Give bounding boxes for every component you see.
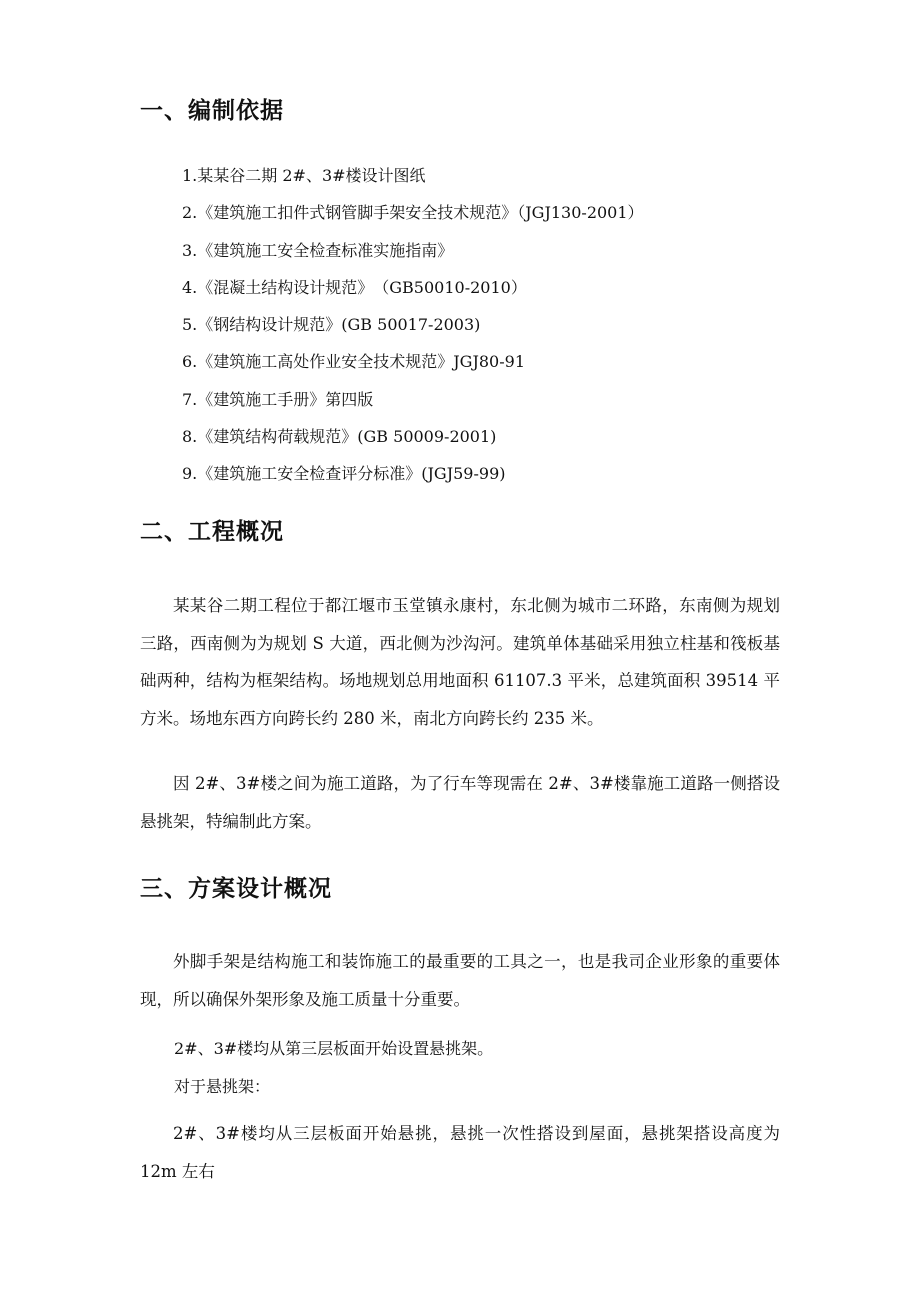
paragraph-cantilever-height: 2#、3#楼均从三层板面开始悬挑，悬挑一次性搭设到屋面，悬挑架搭设高度为 12m 左右 [140,1124,780,1181]
reference-list [182,161,644,496]
paragraph-scaffold-importance: 外脚手架是结构施工和装饰施工的最重要的工具之一，也是我司企业形象的重要体现，所以确保外架形象及施工质量十分重要。 [140,952,780,1009]
paragraph-cantilever-start: 2#、3#楼均从第三层板面开始设置悬挑架。 [174,1039,494,1058]
reference-item: 9.《建筑施工安全检查评分标准》(JGJ59-99) [182,464,506,483]
paragraph-cantilever-intro: 对于悬挑架： [174,1077,271,1096]
section-heading-basis: 一、编制依据 [140,98,284,124]
reference-item: 2.《建筑施工扣件式钢管脚手架安全技术规范》（JGJ130-2001） [182,203,644,223]
reference-item: 5.《钢结构设计规范》(GB 50017-2003) [182,315,481,334]
paragraph-project-location: 某某谷二期工程位于都江堰市玉堂镇永康村，东北侧为城市二环路，东南侧为规划三路，西南侧为为规划 S 大道，西北侧为沙沟河。建筑单体基础采用独立柱基和筏板基础两种，结构为框架结构。场地规划总用地面积 61107.3 平米，总建筑面积 39514 平方米。场地东西方向跨长约 280 米，南北方向跨长约 235 米。 [140,596,780,728]
reference-item: 1.某某谷二期 2#、3#楼设计图纸 [182,166,426,185]
section-heading-overview: 二、工程概况 [140,519,284,545]
paragraph-scaffold-reason: 因 2#、3#楼之间为施工道路，为了行车等现需在 2#、3#楼靠施工道路一侧搭设悬挑架，特编制此方案。 [140,774,780,831]
section-heading-design: 三、方案设计概况 [140,876,332,902]
reference-item: 4.《混凝土结构设计规范》 （GB50010-2010） [182,277,527,297]
reference-item: 6.《建筑施工高处作业安全技术规范》JGJ80-91 [182,352,526,372]
reference-item: 3.《建筑施工安全检查标准实施指南》 [182,240,454,260]
reference-item: 8.《建筑结构荷载规范》(GB 50009-2001) [182,426,497,446]
reference-item: 7.《建筑施工手册》第四版 [182,389,374,409]
